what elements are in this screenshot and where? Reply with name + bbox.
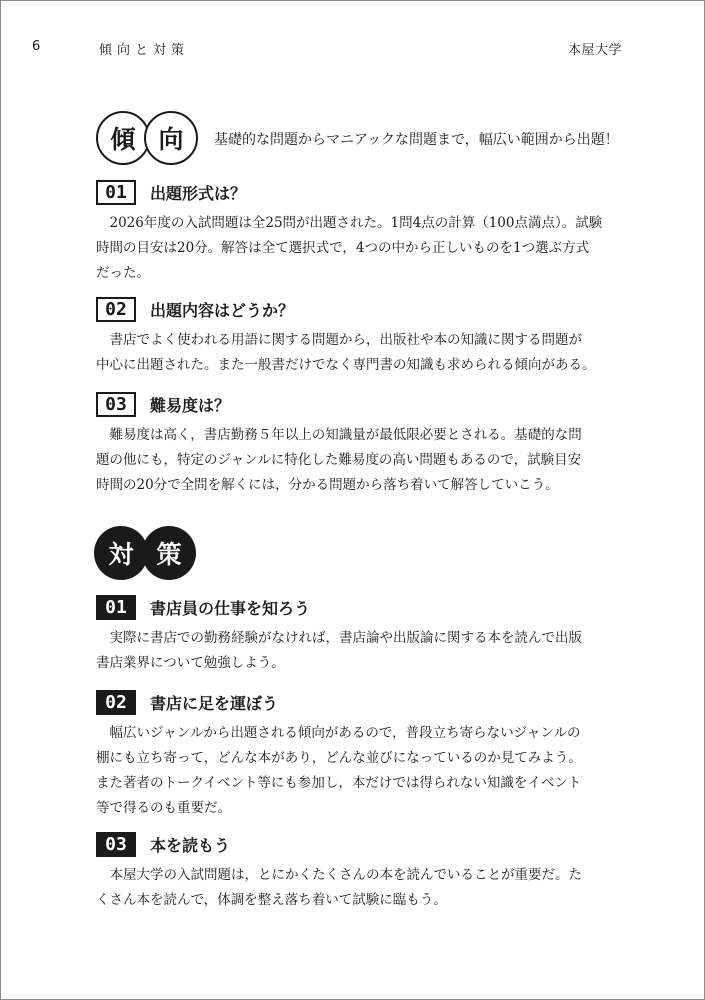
measure-item-title: 本を読もう xyxy=(150,836,231,855)
trend-item-title: 難易度は？ xyxy=(150,396,231,415)
measure-item-body: 実際に書店での勤務経験がなければ，書店論や出版論に関する本を読んで出版 書店業界について勉強しよう。 xyxy=(96,630,582,671)
trend-item-body: 書店でよく使われる用語に関する問題から，出版社や本の知識に関する問題が 中心に出題された。また一般書だけでなく専門書の知識も求められる傾向がある。 xyxy=(96,332,596,373)
measure-item-title: 書店に足を運ぼう xyxy=(150,694,279,713)
measure-item xyxy=(96,593,616,676)
trend-item-head xyxy=(96,295,616,324)
page-number: 6 xyxy=(32,39,41,54)
trend-item-body: 2026年度の入試問題は全25問が出題された。1問4点の計算（100点満点）。試験 時間の目安は20分。解答は全て選択式で，4つの中から正しいものを1つ選ぶ方式 だった。 xyxy=(96,215,603,281)
measure-item xyxy=(96,830,616,913)
measure-item-head xyxy=(96,688,616,717)
trend-item xyxy=(96,178,616,286)
measures-circle-1: 対 xyxy=(94,526,148,580)
trend-item-title: 出題内容はどうか？ xyxy=(150,301,295,320)
measure-item-number: 02 xyxy=(96,690,136,715)
trend-lead: 基礎的な問題からマニアックな問題まで，幅広い範囲から出題！ xyxy=(214,132,619,148)
trend-item-number: 03 xyxy=(96,392,136,417)
trend-item-number: 02 xyxy=(96,297,136,322)
trend-item-title: 出題形式は？ xyxy=(150,184,247,203)
measures-circle-2: 策 xyxy=(142,526,196,580)
measure-item-title: 書店員の仕事を知ろう xyxy=(150,599,311,618)
measure-item-head xyxy=(96,830,616,859)
measure-item-number: 03 xyxy=(96,832,136,857)
measure-item-head xyxy=(96,593,616,622)
measures-heading xyxy=(94,526,196,580)
trend-item-head xyxy=(96,178,616,207)
trend-item xyxy=(96,295,616,378)
measure-item-number: 01 xyxy=(96,595,136,620)
trend-heading xyxy=(96,111,198,165)
trend-item-number: 01 xyxy=(96,180,136,205)
trend-circle-1: 傾 xyxy=(96,111,150,165)
trend-item-body: 難易度は高く，書店勤務５年以上の知識量が最低限必要とされる。基礎的な問 題の他にも，特定のジャンルに特化した難易度の高い問題もあるので，試験目安 時間の20分で全問を解くには，分かる問題から落ち着いて解答していこう。 xyxy=(96,427,582,493)
measure-item-body: 本屋大学の入試問題は，とにかくたくさんの本を読んでいることが重要だ。た くさん本を読んで，体調を整え落ち着いて試験に臨もう。 xyxy=(96,867,582,908)
measure-item-body: 幅広いジャンルから出題される傾向があるので，普段立ち寄らないジャンルの 棚にも立ち寄って，どんな本があり，どんな並びになっているのか見てみよう。 また著者のトークイベント等にも参加し，本だけでは得られない知識をイベント 等で得るのも重要だ。 xyxy=(96,725,582,816)
measure-item xyxy=(96,688,616,821)
university-name: 本屋大学 xyxy=(567,43,622,58)
trend-item xyxy=(96,390,616,498)
trend-item-head xyxy=(96,390,616,419)
trend-circle-2: 向 xyxy=(144,111,198,165)
section-title: 傾向と対策 xyxy=(99,43,190,58)
